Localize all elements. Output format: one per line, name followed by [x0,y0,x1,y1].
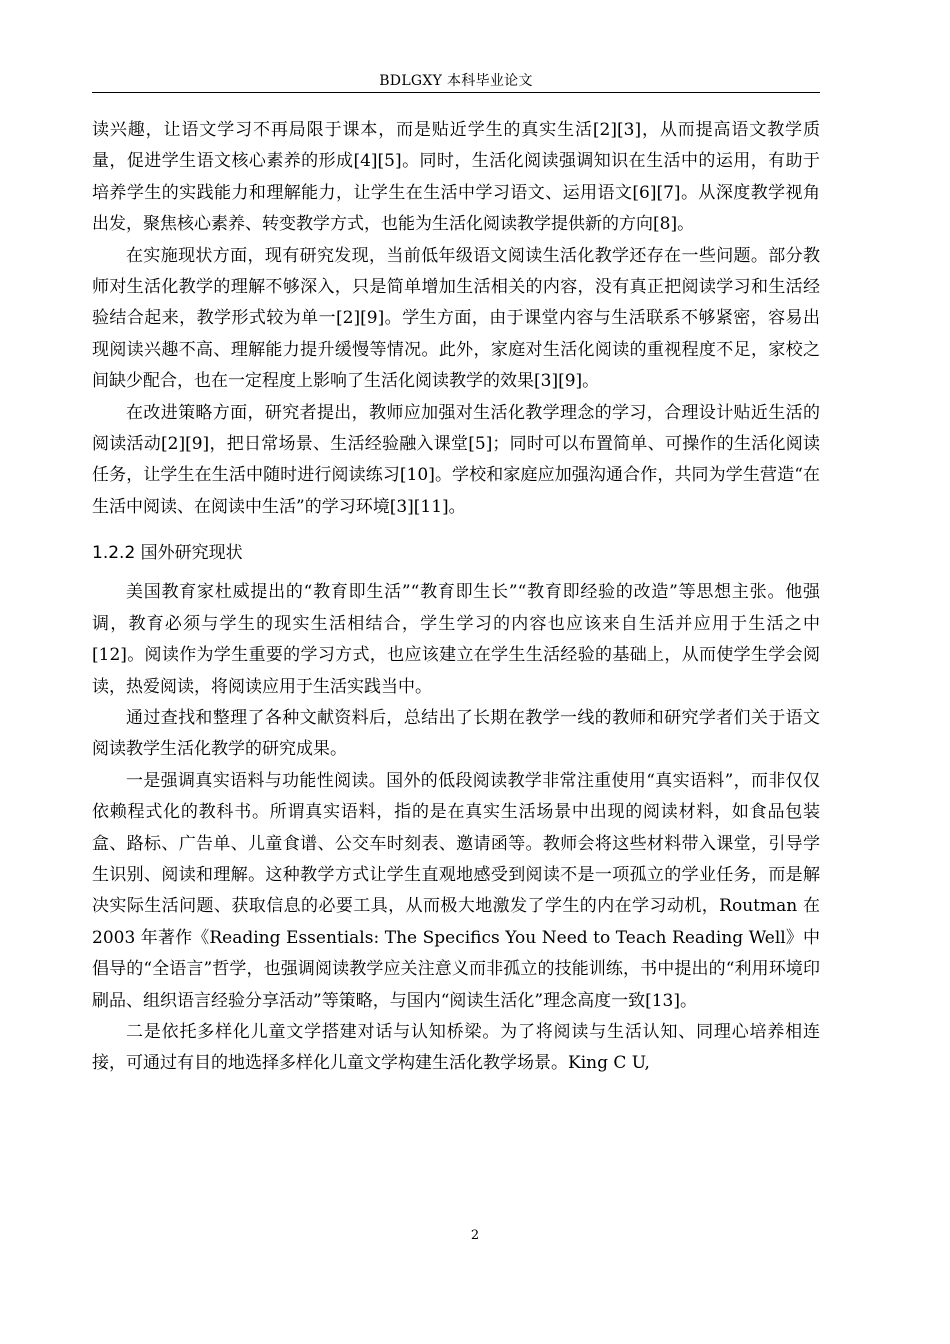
paragraph: 在改进策略方面，研究者提出，教师应加强对生活化教学理念的学习，合理设计贴近生活的阅读活动[2][9]，把日常场景、生活经验融入课堂[5]；同时可以布置简单、可操作的生活化阅读任务，让学生在生活中随时进行阅读练习[10]。学校和家庭应加强沟通合作，共同为学生营造“在生活中阅读、在阅读中生活”的学习环境[3][11]。 [92,402,820,517]
paragraph: 二是依托多样化儿童文学搭建对话与认知桥梁。为了将阅读与生活认知、同理心培养相连接，可通过有目的地选择多样化儿童文学构建生活化教学场景。King C U, [92,1021,820,1074]
body-text [92,115,820,1080]
header-rule [92,92,820,93]
paragraph: 在实施现状方面，现有研究发现，当前低年级语文阅读生活化教学还存在一些问题。部分教师对生活化教学的理解不够深入，只是简单增加生活相关的内容，没有真正把阅读学习和生活经验结合起来，教学形式较为单一[2][9]。学生方面，由于课堂内容与生活联系不够紧密，容易出现阅读兴趣不高、理解能力提升缓慢等情况。此外，家庭对生活化阅读的重视程度不足，家校之间缺少配合，也在一定程度上影响了生活化阅读教学的效果[3][9]。 [92,245,820,392]
paragraph: 美国教育家杜威提出的“教育即生活”“教育即生长”“教育即经验的改造”等思想主张。他强调，教育必须与学生的现实生活相结合，学生学习的内容也应该来自生活并应用于生活之中[12]。阅读作为学生重要的学习方式，也应该建立在学生生活经验的基础上，从而使学生学会阅读，热爱阅读，将阅读应用于生活实践当中。 [92,582,820,697]
page-header: BDLGXY 本科毕业论文 [379,73,533,89]
paragraph: 通过查找和整理了各种文献资料后，总结出了长期在教学一线的教师和研究学者们关于语文阅读教学生活化教学的研究成果。 [92,707,820,760]
paragraph: 读兴趣，让语文学习不再局限于课本，而是贴近学生的真实生活[2][3]，从而提高语文教学质量，促进学生语文核心素养的形成[4][5]。同时，生活化阅读强调知识在生活中的运用，有助于培养学生的实践能力和理解能力，让学生在生活中学习语文、运用语文[6][7]。从深度教学视角出发，聚焦核心素养、转变教学方式，也能为生活化阅读教学提供新的方向[8]。 [92,120,820,235]
page-number: 2 [470,1228,480,1243]
paragraph: 一是强调真实语料与功能性阅读。国外的低段阅读教学非常注重使用“真实语料”，而非仅仅依赖程式化的教科书。所谓真实语料，指的是在真实生活场景中出现的阅读材料，如食品包装盒、路标、广告单、儿童食谱、公交车时刻表、邀请函等。教师会将这些材料带入课堂，引导学生识别、阅读和理解。这种教学方式让学生直观地感受到阅读不是一项孤立的学业任务，而是解决实际生活问题、获取信息的必要工具，从而极大地激发了学生的内在学习动机，Routman 在 2003 年著作《Reading Essentials: The Specifics You Need to Teach Reading Well》中倡导的“全语言”哲学，也强调阅读教学应关注意义而非孤立的技能训练，书中提出的“利用环境印刷品、组织语言经验分享活动”等策略，与国内“阅读生活化”理念高度一致[13]。 [92,770,820,1011]
section-heading: 1.2.2 国外研究现状 [92,543,243,564]
